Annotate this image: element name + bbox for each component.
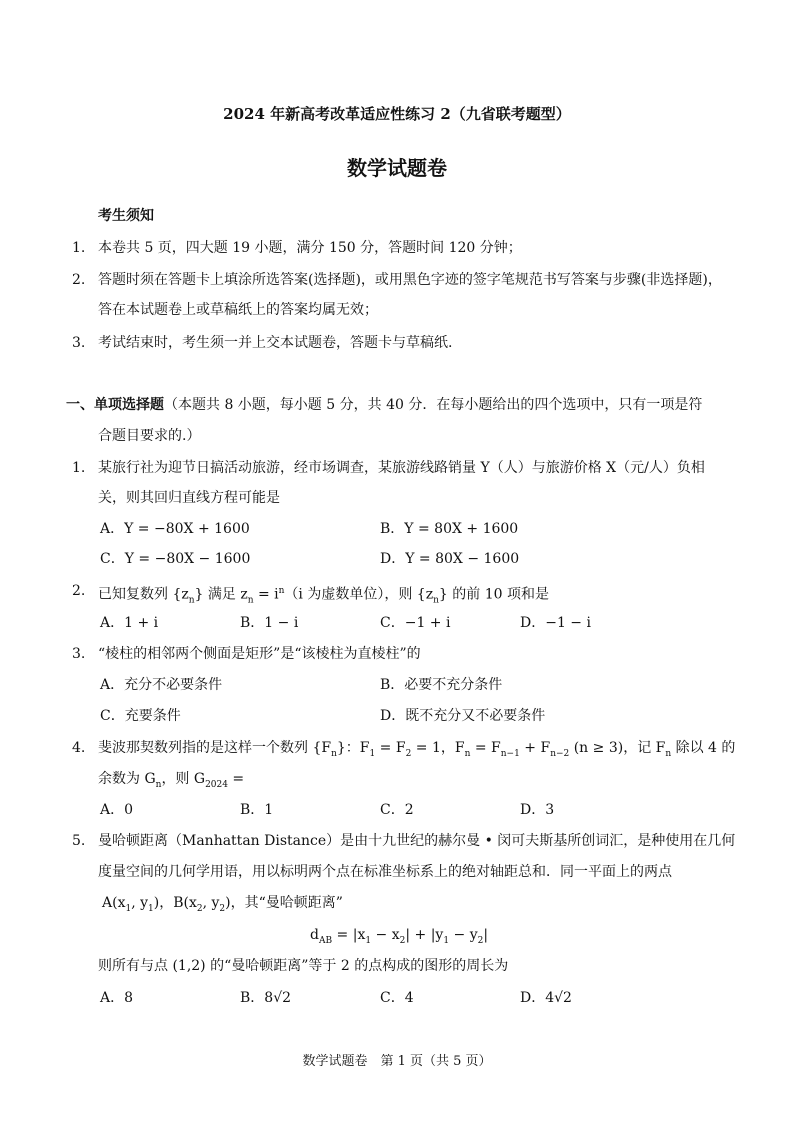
section-1-header <box>66 395 702 415</box>
question-4-option-a: A．0 <box>100 802 134 818</box>
question-4-option-b: B．1 <box>240 802 274 818</box>
section-1-desc: （本题共 8 小题，每小题 5 分，共 40 分．在每小题给出的四个选项中，只有一项是符 <box>164 397 703 413</box>
question-4-option-d: D．3 <box>520 802 555 818</box>
question-2-option-b: B．1 − i <box>240 615 299 631</box>
question-4-stem-line-2: 余数为 $G_n$，则 $G_{2024}$ = <box>98 771 245 790</box>
question-2-number: 2. <box>72 583 86 599</box>
question-1-number: 1. <box>72 460 86 476</box>
question-3-option-d: D．既不充分又不必要条件 <box>380 708 546 724</box>
notice-heading: 考生须知 <box>98 208 154 224</box>
question-3-option-c: C．充要条件 <box>100 708 181 724</box>
question-1-option-c: C．Y = −80X − 1600 <box>100 551 251 567</box>
question-5-number: 5. <box>72 833 86 849</box>
question-3-stem: “棱柱的相邻两个侧面是矩形”是“该棱柱为直棱柱”的 <box>98 646 421 662</box>
section-1-label: 一、单项选择题 <box>66 397 164 413</box>
question-5-stem-line-2: 度量空间的几何学用语，用以标明两个点在标准坐标系上的绝对轴距总和．同一平面上的两点 <box>98 864 672 880</box>
question-1-option-a: A．Y = −80X + 1600 <box>100 521 250 537</box>
question-2-option-a: A．1 + i <box>100 615 159 631</box>
question-5-option-a: A．8 <box>100 990 134 1006</box>
question-5-option-b: B．8√2 <box>240 990 292 1006</box>
question-2-option-d: D．−1 − i <box>520 615 591 631</box>
question-2-stem: 已知复数列 $\{z_n\}$ 满足 $z_n = i^n(i$ 为虚数单位），则 $\{z_n\}$ 的前 10 项和是 <box>98 586 549 606</box>
question-1-stem-line-2: 关，则其回归直线方程可能是 <box>98 490 280 506</box>
question-2-option-c: C．−1 + i <box>380 615 451 631</box>
question-5-formula: $d_{AB} = |x_1 - x_2| + |y_1 - y_2|$ <box>310 927 489 946</box>
exam-subtitle: 数学试题卷 <box>347 156 447 180</box>
question-1-stem-line-1: 某旅行社为迎节日搞活动旅游，经市场调查，某旅游线路销量 Y（人）与旅游价格 X（元/人）负相 <box>98 460 705 476</box>
page-footer: 数学试题卷 第 1 页（共 5 页） <box>302 1054 492 1069</box>
question-5-stem-line-1: 曼哈顿距离（Manhattan Distance）是由十九世纪的赫尔曼 • 闵可夫斯基所创词汇，是种使用在几何 <box>98 833 736 849</box>
question-5-option-c: C．4 <box>380 990 414 1006</box>
exam-title: 2024 年新高考改革适应性练习 2（九省联考题型） <box>223 105 571 123</box>
question-3-number: 3. <box>72 646 86 662</box>
notice-item-3: 考试结束时，考生须一并上交本试题卷，答题卡与草稿纸. <box>98 335 453 351</box>
notice-num-2: 2. <box>72 272 86 288</box>
question-3-option-b: B．必要不充分条件 <box>380 677 503 693</box>
question-5-stem-line-4: 则所有与点 (1,2) 的“曼哈顿距离”等于 2 的点构成的图形的周长为 <box>98 958 509 974</box>
notice-num-3: 3. <box>72 335 86 351</box>
question-5-stem-line-3: $A(x_1$, $y_1$)，$B(x_2$, $y_2$)，其“曼哈顿距离” <box>102 895 343 914</box>
question-5-option-d: D．4√2 <box>520 990 572 1006</box>
question-3-option-a: A．充分不必要条件 <box>100 677 223 693</box>
notice-item-1: 本卷共 5 页，四大题 19 小题，满分 150 分，答题时间 120 分钟； <box>98 240 522 256</box>
question-4-option-c: C．2 <box>380 802 414 818</box>
question-1-option-b: B．Y = 80X + 1600 <box>380 521 519 537</box>
question-1-option-d: D．Y = 80X − 1600 <box>380 551 520 567</box>
notice-num-1: 1. <box>72 240 86 256</box>
notice-item-2-line-2: 答在本试题卷上或草稿纸上的答案均属无效； <box>98 302 378 318</box>
question-4-stem-line-1: 斐波那契数列指的是这样一个数列 $\{F_n\}$：$F_1 = F_2 = 1$，$F_n = F_{n-1} + F_{n-2}$ (n ≥ 3)，记 $F_n$ 除以 4 的 <box>98 740 736 759</box>
question-4-number: 4. <box>72 740 86 756</box>
section-1-desc-line-2: 合题目要求的.） <box>98 428 201 444</box>
notice-item-2-line-1: 答题时须在答题卡上填涂所选答案(选择题)，或用黑色字迹的签字笔规范书写答案与步骤(非选择题)， <box>98 272 722 288</box>
